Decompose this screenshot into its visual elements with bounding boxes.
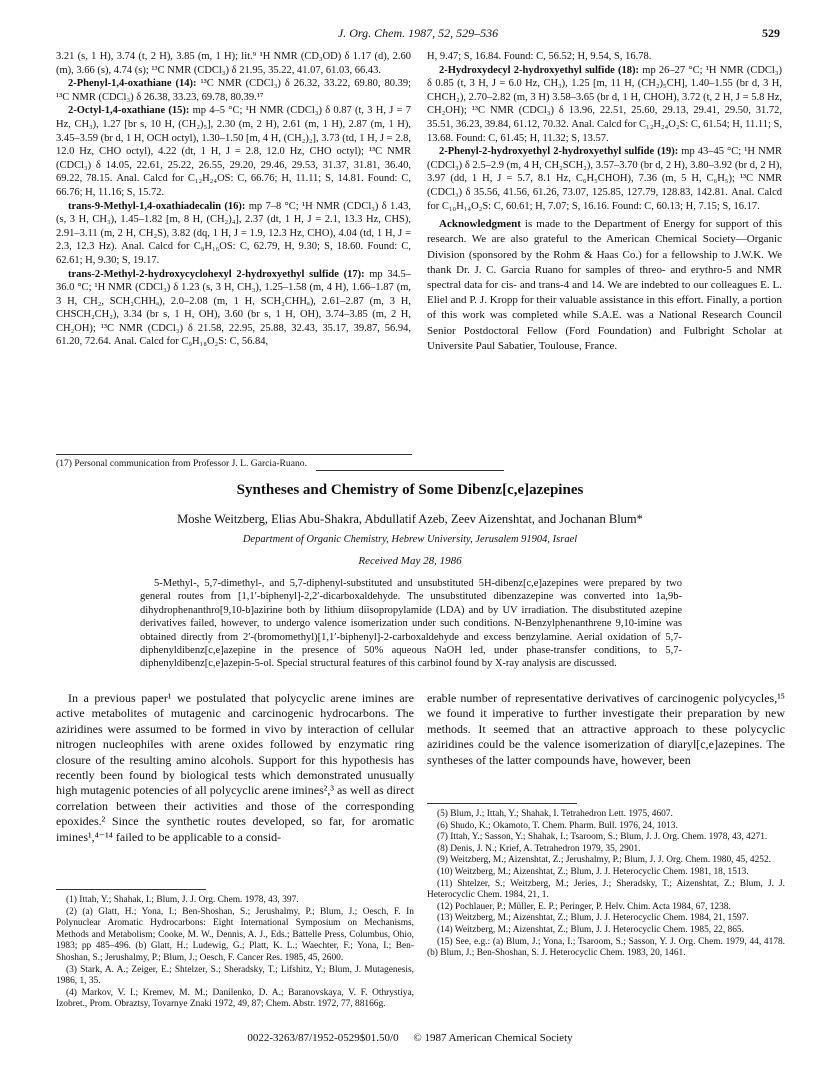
experimental-paragraph — [427, 64, 782, 146]
article-abstract: 5-Methyl-, 5,7-dimethyl-, and 5,7-diphenyl-substituted and unsubstituted 5H-dibenz[c,e]azepines were prepared by two general routes from [1,1′-biphenyl]-2,2′-dicarboxaldehyde. The unsubstituted dibenzazepine was converted into 1a,9b-dihydrophenanthro[9,10-b]azirine both by lithium diisopropylamide (LDA) and by UV irradiation. The disubstituted azepine derivatives failed, however, to undergo valence isomerization under such conditions. N-Benzylphenanthrene 9,10-imine was obtained directly from 2′-(bromomethyl)[1,1′-biphenyl]-2-carboxaldehyde and excess benzylamine. Aerial oxidation of 5,7-diphenyldibenz[c,e]azepine in the presence of 50% aqueous NaOH led, under phase-transfer conditions, to 5,7-diphenyldibenz[c,e]azepin-5-ol. Special structural features of this carbinol found by X-ray analysis are discussed. — [140, 578, 682, 670]
compound-data: mp 7–8 °C; ¹H NMR (CDCl₃) δ 1.43, (s, 3 H, CH₃), 1.45–1.82 [m, 8 H, (CH₂)₄], 2.37 (dt, 1 H, J = 2.1, 13.3 Hz, CHS), 2.91–3.11 (m, 2 H, CH₂S), 3.82 (dq, 1 H, J = 1.9, 12.3 Hz, CHO), 4.04 (td, 1 H, J = 2.3, 12.3 Hz). Anal. Calcd for C₉H₁₆OS: C, 62.79, H, 9.30; S, 18.60. Found: C, 62.61; H, 9.30; S, 19.17. — [56, 200, 411, 266]
footnote: (14) Weitzberg, M.; Aizenshtat, Z.; Blum, J. J. Heterocyclic Chem. 1985, 22, 865. — [437, 924, 744, 935]
footnote: (4) Markov, V. I.; Kremev, M. M.; Danilenko, D. A.; Baranovskaya, V. F. Othrystiya, Izobret., Prom. Obraztsy, Tovarnye Znaki 1972, 49, 87; Chem. Abstr. 1972, 77, 88166g. — [56, 987, 414, 1010]
experimental-paragraph — [56, 268, 411, 350]
footnote: (12) Pochlauer, P.; Müller, E. P.; Peringer, P. Helv. Chim. Acta 1984, 67, 1238. — [437, 901, 731, 912]
footnotes-right — [427, 809, 785, 960]
article-title: Syntheses and Chemistry of Some Dibenz[c,e]azepines — [236, 482, 584, 498]
footnote: (6) Shudo, K.; Okamoto, T. Chem. Pharm. Bull. 1976, 24, 1013. — [437, 820, 678, 831]
received-date: Received May 28, 1986 — [358, 555, 462, 567]
footnote: (8) Denis, J. N.; Krief, A. Tetrahedron 1979, 35, 2901. — [437, 843, 641, 854]
footnote-rule — [427, 803, 577, 804]
compound-name: 2-Hydroxydecyl 2-hydroxyethyl sulfide (18): — [439, 64, 640, 76]
compound-name: trans-2-Methyl-2-hydroxycyclohexyl 2-hydroxyethyl sulfide (17): — [68, 268, 365, 280]
page-number: 529 — [762, 26, 780, 40]
compound-data: mp 4–5 °C; ¹H NMR (CDCl₃) δ 0.87 (t, 3 H, J = 7 Hz, CH₃), 1.27 [br s, 10 H, (CH₂)₅], 2.30 (m, 2 H), 2.61 (m, 1 H), 2.87 (m, 1 H), 3.45–3.59 (br d, 1 H, OCH octyl), 1.30–1.50 [m, 4 H, (CH₂)₂], 3.73 (td, 1 H, J = 2.8, 12.0 Hz, CHO octyl), 4.22 (dt, 1 H, J = 2.8, 12.0 Hz, CHO octyl); ¹³C NMR (CDCl₃) δ 14.05, 22.61, 25.22, 26.55, 29.20, 29.46, 29.53, 31.37, 31.81, 36.40, 69.22, 78.15. Anal. Calcd for C₁₂H₂₄OS: C, 66.76; H, 11.11; S, 14.81. Found: C, 66.76; H, 11.16; S, 15.72. — [56, 105, 411, 198]
footnote: (5) Blum, J.; Ittah, Y.; Shahak, I. Tetrahedron Lett. 1975, 4607. — [437, 809, 673, 819]
footnote: (11) Shtelzer, S.; Weitzberg, M.; Jeries, J.; Sheradsky, T.; Aizenshtat, Z.; Blum, J. J. Heterocyclic Chem. 1984, 21, 1. — [427, 878, 785, 901]
experimental-paragraph: 3.21 (s, 1 H), 3.74 (t, 2 H), 3.85 (m, 1 H); lit.⁹ ¹H NMR (CD₃OD) δ 1.17 (d), 2.60 (m), 3.66 (s), 4.74 (s); ¹³C NMR (CDCl₃) δ 21.95, 35.22, 41.07, 61.03, 66.43. — [56, 51, 411, 76]
footnote: (3) Stark, A. A.; Zeiger, E.; Shtelzer, S.; Sheradsky, T.; Lifshitz, Y.; Blum, J. Mutagenesis, 1986, 1, 35. — [56, 964, 414, 987]
acknowledgment-paragraph — [427, 217, 782, 354]
footnote: (1) Ittah, Y.; Shahak, I.; Blum, J. J. Org. Chem. 1978, 43, 397. — [66, 895, 299, 905]
compound-data: mp 43–45 °C; ¹H NMR (CDCl₃) δ 2.5–2.9 (m, 4 H, CH₂SCH₂), 3.57–3.70 (br d, 2 H), 3.80–3.92 (br d, 2 H), 3.97 (dd, 1 H, J = 5.7, 8.1 Hz, C₆H₅CHOH), 7.36 (m, 5 H, C₆H₅); ¹³C NMR (CDCl₃) δ 35.56, 41.56, 61.26, 73.07, 125.85, 127.79, 128.83, 142.81. Anal. Calcd for C₁₀H₁₄O₂S: C, 60.61; H, 7.07; S, 16.16. Found: C, 60.13; H, 7.15; S, 16.17. — [427, 146, 782, 212]
footnote: (2) (a) Glatt, H.; Yona, I.; Ben-Shoshan, S.; Jerushalmy, P.; Blum, J.; Oesch, F. In Polynuclear Aromatic Hydrocarbons: Eight International Symposium on Mechanisms, Methods and Metabolism; Cooke, M. W., Dennis, A. J., Eds.; Battelle Press, Columbus, Ohio, 1983; pp 485–496. (b) Glatt, H.; Ludewig, G.; Platt, K. L.; Waechter, F.; Yona, I.; Ben-Shoshan, S.; Jerushalmy, P.; Blum, J.; Oesch, F. Cancer Res. 1985, 45, 2600. — [56, 906, 414, 963]
footnote-17: (17) Personal communication from Professor J. L. Garcia-Ruano. — [56, 458, 307, 469]
experimental-paragraph — [56, 200, 411, 268]
compound-name: 2-Octyl-1,4-oxathiane (15): — [68, 105, 190, 117]
experimental-paragraph — [56, 77, 411, 104]
compound-data: mp 34.5–36.0 °C; ¹H NMR (CDCl₃) δ 1.23 (s, 3 H, CH₃), 1.25–1.58 (m, 4 H), 1.66–1.87 (m, 3 H, CH₂, SCH₂CHHₐ), 2.0–2.08 (m, 1 H, SCH₂CHHₐ), 2.61–2.87 (m, 3 H, CHSCH₂CH₂), 3.34 (br s, 1 H, OH), 3.60 (br s, 1 H, OH), 3.74–3.85 (m, 2 H, CH₂OH); ¹³C NMR (CDCl₃) δ 21.58, 22.95, 25.88, 32.43, 35.17, 39.87, 56.94, 61.20, 72.64. Anal. Calcd for C₉H₁₈O₂S: C, 56.84, — [56, 268, 411, 348]
experimental-paragraph — [56, 104, 411, 199]
experimental-paragraph: H, 9.47; S, 16.84. Found: C, 56.52; H, 9.54, S, 16.78. — [427, 51, 652, 62]
running-header — [56, 26, 780, 42]
footnote-rule — [56, 454, 412, 455]
compound-name: 2-Phenyl-1,4-oxathiane (14): — [68, 78, 197, 90]
article-affiliation: Department of Organic Chemistry, Hebrew University, Jerusalem 91904, Israel — [242, 534, 578, 545]
footnote: (15) See, e.g.: (a) Blum, J.; Yona, I.; Tsaroom, S.; Sasson, Y. J. Org. Chem. 1979, 44, 4178. (b) Blum, J.; Ben-Shoshan, S. J. Heterocyclic Chem. 1983, 20, 1461. — [427, 936, 785, 959]
footnotes-left — [56, 895, 414, 1011]
page-footer — [56, 1032, 764, 1044]
compound-name: 2-Phenyl-2-hydroxyethyl 2-hydroxyethyl sulfide (19): — [439, 146, 679, 158]
compound-data: mp 26–27 °C; ¹H NMR (CDCl₃) δ 0.85 (t, 3 H, J = 6.0 Hz, CH₃), 1.25 [m, 11 H, (CH₂)₅CH], 1.40–1.55 (br d, 3 H, CHCH₂), 2.70–2.82 (m, 3 H) 3.58–3.65 (br d, 1 H, CHOH), 3.72 (t, 2 H, J = 5.8 Hz, CH₂OH); ¹³C NMR (CDCl₃) δ 13.96, 22.51, 25.60, 29.13, 29.41, 29.50, 31.72, 35.51, 36.23, 39.84, 61.12, 70.32. Anal. Calcd for C₁₂H₂₄O₂S: C, 61.54; H, 11.11; S, 13.68. Found: C, 61.45; H, 11.32; S, 13.57. — [427, 64, 783, 144]
experimental-paragraph — [427, 145, 782, 213]
experimental-left-column — [56, 50, 411, 349]
compound-data: ¹³C NMR (CDCl₃) δ 26.32, 33.22, 69.80, 80.39; ¹³C NMR (CDCl₃) δ 26.38, 33.23, 69.78, 80.39.¹⁷ — [56, 78, 411, 103]
article-divider — [316, 470, 504, 471]
footnote-rule — [56, 889, 206, 890]
body-text-right: erable number of representative derivatives of carcinogenic polycycles,¹⁵ we found it imperative to further investigate their preparation by new methods. It seemed that an attractive approach to these polycyclic aziridines could be the valence isomerization of diaryl[c,e]azepines. The syntheses of the latter compounds have, however, been — [427, 691, 785, 767]
acknowledgment-heading: Acknowledgment — [439, 218, 521, 231]
footnote: (7) Ittah, Y.; Sasson, Y.; Shahak, I.; Tsaroom, S.; Blum, J. J. Org. Chem. 1978, 43, 4271. — [437, 832, 768, 843]
body-text-left: In a previous paper¹ we postulated that polycyclic arene imines are active metabolites of mutagenic and carcinogenic hydrocarbons. The aziridines were assumed to be formed in vivo by interaction of cellular nitrogen nucleophiles with arene oxides followed by enzymatic ring closure of the resulting amino alcohols. Support for this hypothesis has recently been found by biological tests which demonstrated unusually high mutagenic potencies of all polycyclic arene imines²,³ as well as direct correlation between their activities and those of the corresponding epoxides.² Since the synthetic routes developed, so far, for aromatic imines¹,⁴⁻¹⁴ failed to be applicable to a consid- — [56, 691, 414, 844]
compound-name: trans-9-Methyl-1,4-oxathiadecalin (16): — [68, 200, 246, 212]
footnote: (9) Weitzberg, M.; Aizenshtat, Z.; Jerushalmy, P.; Blum, J. J. Org. Chem. 1980, 45, 4252. — [437, 855, 772, 866]
acknowledgment-text: is made to the Department of Energy for support of this research. We are also grateful to the American Chemical Society—Organic Division (sponsored by the Rohm & Haas Co.) for a fellowship to J.W.K. We thank Dr. J. C. Garcia Ruano for samples of threo- and erythro-5 and NMR spectral data for cis- and trans-4 and 14. We are indebted to our colleagues E. L. Eliel and P. J. Kropp for their valuable assistance in this effort. Finally, a portion of this work was completed while S.A.E. was a National Research Council Senior Postdoctoral Fellow (Ford Foundation) and Fulbright Scholar at Universite Paul Sabatier, Toulouse, France. — [427, 218, 782, 352]
copyright: © 1987 American Chemical Society — [413, 1032, 573, 1044]
article-authors: Moshe Weitzberg, Elias Abu-Shakra, Abdullatif Azeb, Zeev Aizenshtat, and Jochanan Blum* — [177, 512, 643, 526]
footnote: (13) Weitzberg, M.; Aizenshtat, Z.; Blum, J. J. Heterocyclic Chem. 1984, 21, 1597. — [437, 913, 749, 924]
footnote: (10) Weitzberg, M.; Aizenshtat, Z.; Blum, J. J. Heterocyclic Chem. 1981, 18, 1513. — [437, 866, 749, 877]
article-code: 0022-3263/87/1952-0529$01.50/0 — [247, 1032, 399, 1044]
experimental-right-column — [427, 50, 782, 354]
journal-citation: J. Org. Chem. 1987, 52, 529–536 — [337, 26, 499, 40]
